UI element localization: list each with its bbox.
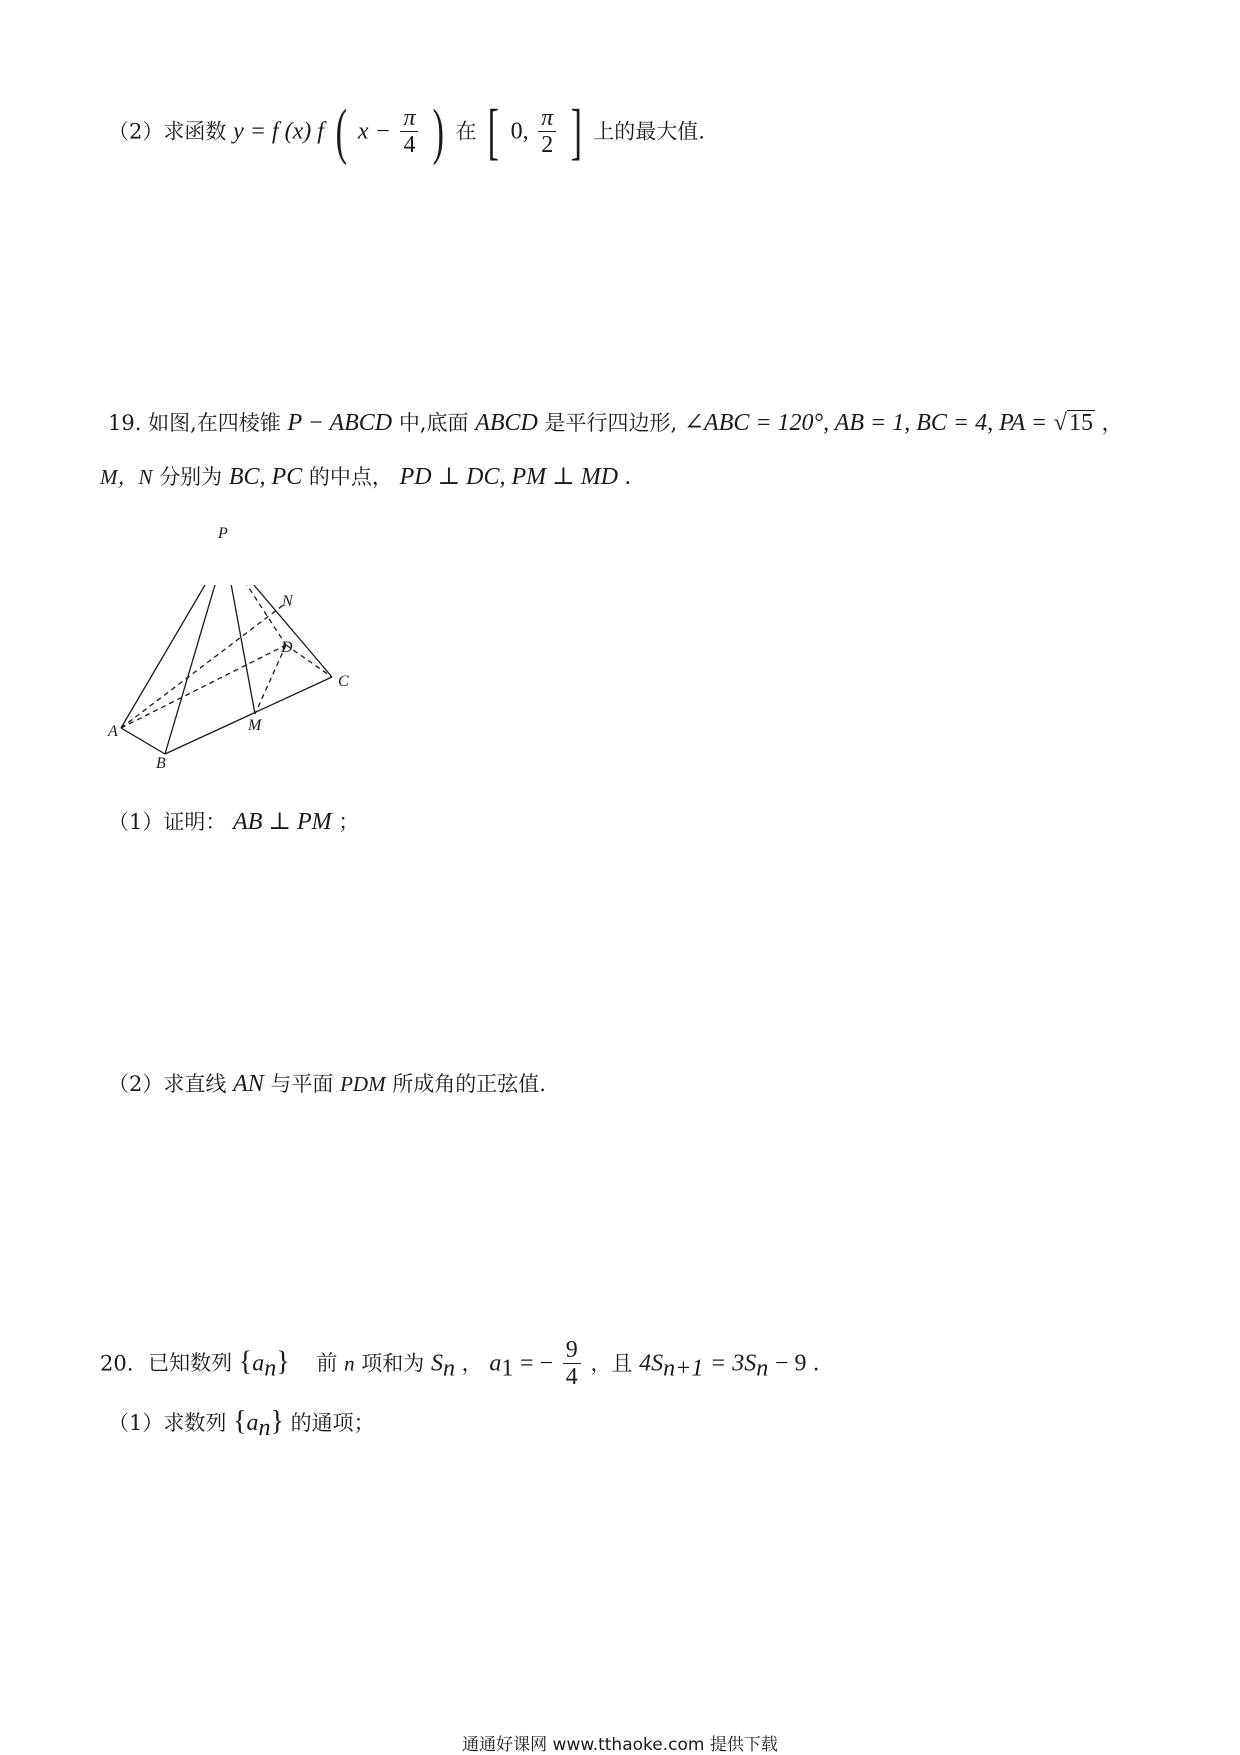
- q19-perp: PD ⊥ DC, PM ⊥ MD: [399, 464, 619, 490]
- q19-text-b: 中,底面: [398, 411, 469, 435]
- nine-over-four: $\frac{9}{4}$: [563, 1338, 581, 1392]
- q19-bc-pc: BC, PC: [228, 464, 303, 490]
- q20-text-a: 已知数列: [148, 1351, 233, 1376]
- q19-part2: [108, 1072, 546, 1096]
- q19-part2-end: 所成角的正弦值.: [392, 1072, 546, 1096]
- q20-number: 20.: [100, 1351, 134, 1376]
- q19-line2-text-b: 的中点，: [308, 465, 393, 489]
- q20-S: S: [430, 1350, 443, 1377]
- q20-part1-seq: a: [246, 1410, 259, 1436]
- q19-part1-label: （1）证明：: [108, 810, 227, 834]
- q19-pyramid: P − ABCD: [287, 410, 393, 436]
- q20-n: n: [344, 1351, 355, 1376]
- q19-part1: [108, 810, 359, 834]
- left-paren: (: [335, 98, 347, 166]
- q18-paren-x: x −: [357, 118, 391, 145]
- q19-base: ABCD: [475, 410, 538, 436]
- q19-part1-math: AB ⊥ PM: [233, 809, 332, 835]
- q20-rec-b: = 3S: [710, 1350, 757, 1377]
- q20-seq: a: [252, 1350, 265, 1377]
- label-N: N: [282, 593, 293, 610]
- q19-an: AN: [233, 1071, 264, 1097]
- q20-text-d: ，且: [590, 1351, 633, 1376]
- figure-labels: [108, 525, 370, 825]
- right-bracket: ]: [570, 98, 582, 166]
- q19-line1: [108, 410, 1123, 435]
- q19-number: 19.: [108, 411, 142, 435]
- q18-part2-label: （2）求函数: [108, 119, 227, 144]
- q18-function: y = f (x) f: [233, 118, 324, 145]
- q19-part2-label: （2）求直线: [108, 1072, 227, 1096]
- q20-rec-a: 4S: [639, 1350, 664, 1377]
- q20-part1: （1）求数列 $\{a_n\}$ 的通项；: [108, 1406, 375, 1442]
- label-D: D: [281, 639, 293, 656]
- q20-part1-end: 的通项；: [290, 1411, 375, 1435]
- q19-line2: [100, 465, 631, 489]
- q20-text-b: 前: [316, 1351, 338, 1376]
- q19-line2-end: .: [624, 464, 631, 490]
- q19-text-c: 是平行四边形,: [544, 411, 678, 435]
- q19-part2-mid: 与平面: [270, 1072, 334, 1096]
- label-B: B: [156, 755, 166, 772]
- label-C: C: [338, 673, 349, 690]
- label-A: A: [108, 723, 118, 740]
- q20-line: 20. 已知数列 $\{a_n\}$ 前 n 项和为 $S_n$ ， $a_1$ = − $\frac{9}{4}$ ，且 $4S_{n+1} = 3S_n - 9$ .: [100, 1337, 820, 1391]
- q19-line2-text-a: 分别为: [159, 465, 223, 489]
- label-M: M: [248, 717, 262, 734]
- footer-watermark: 通通好课网 www.tthaoke.com 提供下载: [462, 1735, 778, 1755]
- q18-in-word: 在: [455, 119, 477, 144]
- left-bracket: [: [487, 98, 500, 166]
- q19-sqrt: √15: [1053, 410, 1093, 436]
- interval-start: 0,: [510, 118, 529, 145]
- pi-over-4: $\frac{\pi}{4}$: [400, 106, 418, 160]
- q18-suffix: 上的最大值.: [593, 119, 705, 144]
- q20-a1: a: [489, 1350, 502, 1377]
- q19-mn: M，N: [100, 465, 153, 489]
- right-paren: ): [432, 98, 445, 166]
- q19-comma: ，: [1101, 411, 1123, 435]
- q19-part1-end: ；: [338, 810, 360, 834]
- q18-part2-line: [108, 98, 705, 166]
- q19-conditions: ∠ABC = 120°, AB = 1, BC = 4, PA =: [683, 410, 1048, 436]
- label-P: P: [218, 525, 228, 542]
- q19-text-a: 如图,在四棱锥: [148, 411, 281, 435]
- q20-part1-label: （1）求数列: [108, 1411, 227, 1435]
- q20-rec-c: − 9: [774, 1350, 807, 1377]
- q20-text-c: 项和为: [361, 1351, 425, 1376]
- pi-over-2: $\frac{\pi}{2}$: [538, 106, 556, 160]
- q19-pdm: PDM: [340, 1072, 386, 1096]
